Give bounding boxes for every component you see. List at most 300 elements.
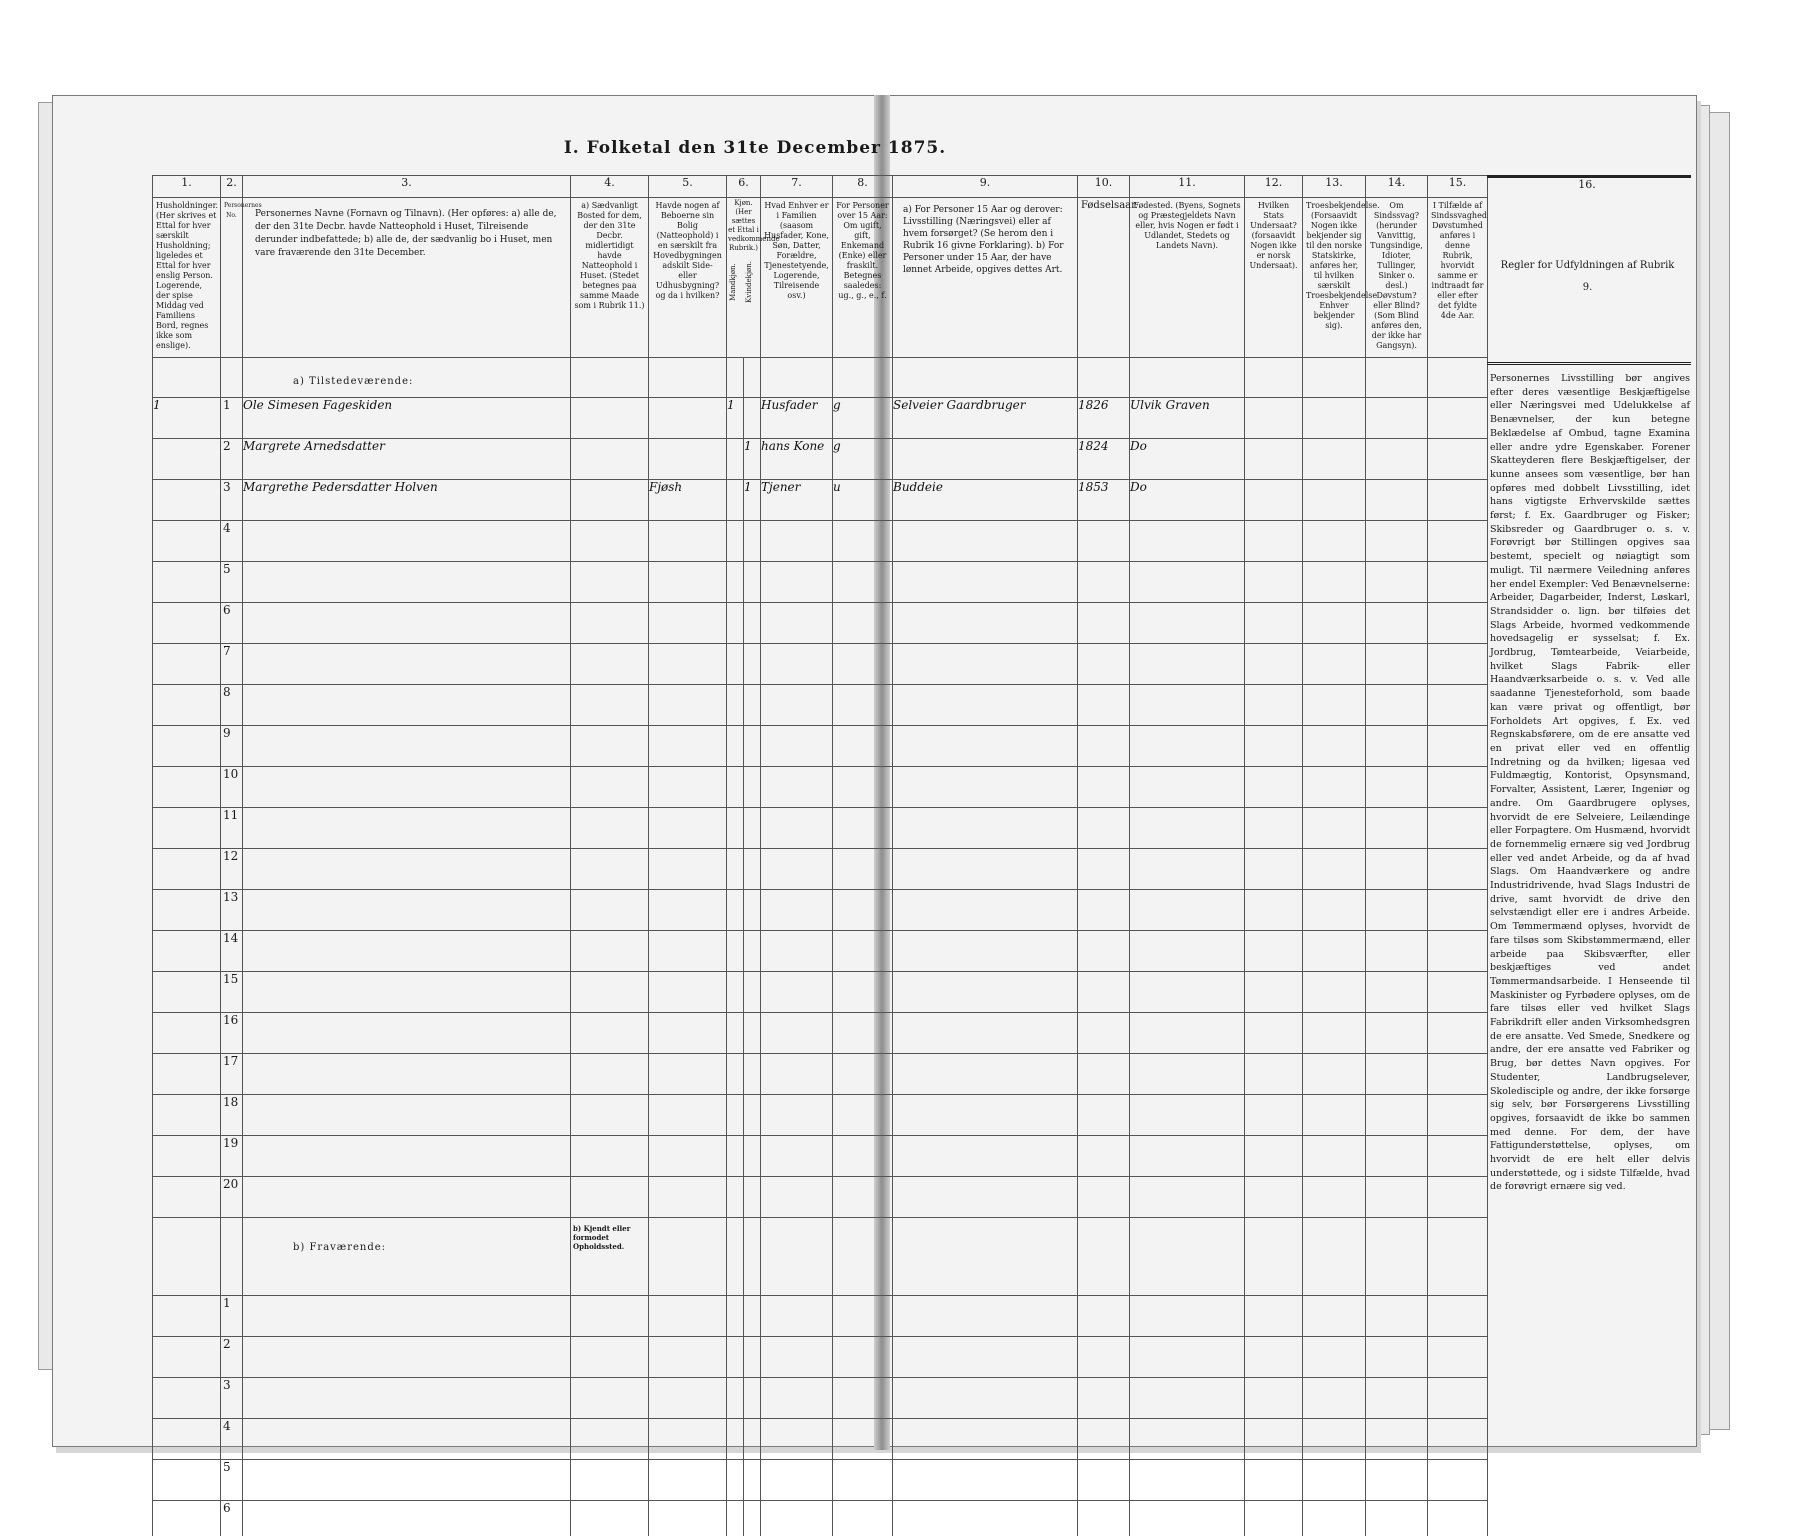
table-row xyxy=(893,644,1488,685)
birth-year-cell xyxy=(1078,521,1130,562)
col-num-14: 14. xyxy=(1366,176,1428,198)
table-row xyxy=(893,1337,1488,1378)
female-cell xyxy=(744,1378,761,1419)
birthplace-cell xyxy=(1130,685,1245,726)
usual-residence-cell xyxy=(571,685,649,726)
usual-residence-cell xyxy=(571,1177,649,1218)
disability-onset-cell xyxy=(1428,890,1488,931)
citizenship-cell xyxy=(1245,1419,1303,1460)
birthplace-cell xyxy=(1130,726,1245,767)
outbuilding-cell xyxy=(649,1177,727,1218)
outbuilding-cell xyxy=(649,726,727,767)
male-cell xyxy=(727,644,744,685)
col-num-6: 6. xyxy=(727,176,761,198)
person-name xyxy=(243,1378,571,1419)
person-name xyxy=(243,849,571,890)
marital-status-cell: g xyxy=(833,398,893,439)
col-header-11: Fødested. (Byens, Sognets og Præstegjeldets Navn eller, hvis Nogen er født i Udlandet, Stedets og Landets Navn). xyxy=(1130,198,1245,358)
birthplace-cell xyxy=(1130,890,1245,931)
table-row xyxy=(153,1378,893,1419)
row-number: 4 xyxy=(221,1419,243,1460)
citizenship-cell xyxy=(1245,931,1303,972)
birth-year-cell xyxy=(1078,726,1130,767)
usual-residence-cell xyxy=(571,767,649,808)
row-number: 14 xyxy=(221,931,243,972)
col-header-3: Personernes Navne (Fornavn og Tilnavn). (Her opføres: a) alle de, der den 31te Decbr. havde Natteophold i Huset, Tilreisende derunder indbefattede; b) alle de, der sædvanlig bo i Huset, men vare fraværende den 31te December. xyxy=(243,198,571,358)
citizenship-cell xyxy=(1245,1378,1303,1419)
occupation-cell xyxy=(893,1501,1078,1536)
birth-year-cell xyxy=(1078,685,1130,726)
household-cell xyxy=(153,1177,221,1218)
table-row xyxy=(153,1419,893,1460)
religion-cell xyxy=(1303,849,1366,890)
religion-cell xyxy=(1303,726,1366,767)
male-cell xyxy=(727,726,744,767)
row-number: 1 xyxy=(221,398,243,439)
birthplace-cell xyxy=(1130,562,1245,603)
disability-onset-cell xyxy=(1428,972,1488,1013)
female-cell xyxy=(744,1501,761,1536)
col-num-9: 9. xyxy=(893,176,1078,198)
male-cell xyxy=(727,972,744,1013)
table-row xyxy=(893,849,1488,890)
disability-onset-cell xyxy=(1428,1378,1488,1419)
table-row xyxy=(153,1501,893,1536)
table-row xyxy=(893,726,1488,767)
disability-cell xyxy=(1366,1460,1428,1501)
outbuilding-cell xyxy=(649,1136,727,1177)
religion-cell xyxy=(1303,1095,1366,1136)
person-name xyxy=(243,1501,571,1536)
col-header-1: Husholdninger. (Her skrives et Ettal for hver særskilt Husholdning; ligeledes et Ettal for hver enslig Person. Logerende, der spise Middag ved Familiens Bord, regnes ikke som enslige). xyxy=(153,198,221,358)
household-cell xyxy=(153,685,221,726)
citizenship-cell xyxy=(1245,1054,1303,1095)
birth-year-cell xyxy=(1078,1460,1130,1501)
col-num-7: 7. xyxy=(761,176,833,198)
religion-cell xyxy=(1303,521,1366,562)
marital-status-cell xyxy=(833,890,893,931)
family-relation-cell: Tjener xyxy=(761,480,833,521)
religion-cell xyxy=(1303,480,1366,521)
household-cell xyxy=(153,726,221,767)
table-row xyxy=(893,685,1488,726)
disability-onset-cell xyxy=(1428,1296,1488,1337)
marital-status-cell xyxy=(833,644,893,685)
birth-year-cell xyxy=(1078,1378,1130,1419)
birthplace-cell xyxy=(1130,808,1245,849)
col-header-13: Troesbekjendelse. (Forsaavidt Nogen ikke bekjender sig til den norske Statskirke, anføres her, til hvilken særskilt Troesbekjendelse Enhver bekjender sig). xyxy=(1303,198,1366,358)
household-cell xyxy=(153,1501,221,1536)
absent-rows-right xyxy=(893,1296,1488,1536)
birthplace-cell xyxy=(1130,1095,1245,1136)
male-cell xyxy=(727,1095,744,1136)
col16-header-rule xyxy=(1487,362,1691,365)
birthplace-cell xyxy=(1130,1501,1245,1536)
row-number: 17 xyxy=(221,1054,243,1095)
female-cell xyxy=(744,562,761,603)
birthplace-cell xyxy=(1130,603,1245,644)
outbuilding-cell xyxy=(649,808,727,849)
usual-residence-cell xyxy=(571,398,649,439)
female-cell xyxy=(744,890,761,931)
table-row xyxy=(893,603,1488,644)
household-cell xyxy=(153,1013,221,1054)
col-header-6 xyxy=(727,198,780,358)
birth-year-cell xyxy=(1078,603,1130,644)
birthplace-cell xyxy=(1130,1296,1245,1337)
religion-cell xyxy=(1303,1177,1366,1218)
usual-residence-cell xyxy=(571,726,649,767)
row-number: 10 xyxy=(221,767,243,808)
occupation-cell xyxy=(893,1136,1078,1177)
outbuilding-cell xyxy=(649,972,727,1013)
table-row xyxy=(153,1296,893,1337)
household-cell xyxy=(153,521,221,562)
outbuilding-cell xyxy=(649,1296,727,1337)
male-cell xyxy=(727,890,744,931)
table-row xyxy=(153,1177,893,1218)
family-relation-cell xyxy=(761,1054,833,1095)
col-header-9: a) For Personer 15 Aar og derover: Livsstilling (Næringsvei) eller af hvem forsørget? (Se herom den i Rubrik 16 givne Forklaring). b) For Personer under 15 Aar, der have lønnet Arbeide, opgives dettes Art. xyxy=(893,198,1078,358)
table-row xyxy=(153,1337,893,1378)
disability-cell xyxy=(1366,521,1428,562)
disability-onset-cell xyxy=(1428,726,1488,767)
male-cell xyxy=(727,1419,744,1460)
outbuilding-cell xyxy=(649,439,727,480)
family-relation-cell: Husfader xyxy=(761,398,833,439)
female-cell xyxy=(744,1054,761,1095)
male-cell xyxy=(727,685,744,726)
male-cell xyxy=(727,808,744,849)
birth-year-cell xyxy=(1078,1095,1130,1136)
present-rows-right xyxy=(893,398,1488,1218)
person-name xyxy=(243,726,571,767)
person-name xyxy=(243,521,571,562)
outbuilding-cell xyxy=(649,849,727,890)
col-num-8: 8. xyxy=(833,176,893,198)
table-row xyxy=(893,439,1488,480)
disability-cell xyxy=(1366,726,1428,767)
table-row xyxy=(153,767,893,808)
household-cell xyxy=(153,890,221,931)
religion-cell xyxy=(1303,972,1366,1013)
occupation-cell: Selveier Gaardbruger xyxy=(893,398,1078,439)
occupation-cell xyxy=(893,439,1078,480)
occupation-cell xyxy=(893,1177,1078,1218)
outbuilding-cell xyxy=(649,1460,727,1501)
birth-year-cell xyxy=(1078,1296,1130,1337)
marital-status-cell xyxy=(833,1460,893,1501)
household-cell xyxy=(153,1378,221,1419)
family-relation-cell xyxy=(761,1296,833,1337)
disability-cell xyxy=(1366,808,1428,849)
person-name xyxy=(243,1013,571,1054)
col-header-7: Hvad Enhver er i Familien (saasom Husfader, Kone, Søn, Datter, Forældre, Tjenestetyende, Logerende, Tilreisende osv.) xyxy=(761,198,833,358)
row-number: 5 xyxy=(221,1460,243,1501)
religion-cell xyxy=(1303,1296,1366,1337)
disability-onset-cell xyxy=(1428,1013,1488,1054)
marital-status-cell xyxy=(833,767,893,808)
female-cell xyxy=(744,849,761,890)
disability-cell xyxy=(1366,1296,1428,1337)
birth-year-cell xyxy=(1078,1419,1130,1460)
person-name xyxy=(243,767,571,808)
person-name xyxy=(243,972,571,1013)
religion-cell xyxy=(1303,1013,1366,1054)
col-header-10: Fødselsaar. xyxy=(1078,198,1130,358)
row-number: 4 xyxy=(221,521,243,562)
disability-onset-cell xyxy=(1428,767,1488,808)
birthplace-cell: Do xyxy=(1130,439,1245,480)
male-cell xyxy=(727,1501,744,1536)
col-header-14: Om Sindssvag? (herunder Vanvittig, Tungsindige, Idioter, Tullinger, Sinker o. desl.) Døvstum? eller Blind? (Som Blind anføres den, der ikke har Gangsyn). xyxy=(1366,198,1428,358)
row-number: 18 xyxy=(221,1095,243,1136)
family-relation-cell xyxy=(761,1136,833,1177)
family-relation-cell xyxy=(761,644,833,685)
religion-cell xyxy=(1303,398,1366,439)
outbuilding-cell xyxy=(649,562,727,603)
col-header-12: Hvilken Stats Undersaat? (forsaavidt Nogen ikke er norsk Undersaat). xyxy=(1245,198,1303,358)
disability-onset-cell xyxy=(1428,1337,1488,1378)
table-row xyxy=(153,972,893,1013)
disability-onset-cell xyxy=(1428,1136,1488,1177)
religion-cell xyxy=(1303,808,1366,849)
male-cell xyxy=(727,1054,744,1095)
household-cell xyxy=(153,480,221,521)
birth-year-cell xyxy=(1078,931,1130,972)
occupation-cell xyxy=(893,1460,1078,1501)
female-cell xyxy=(744,1095,761,1136)
occupation-cell: Buddeie xyxy=(893,480,1078,521)
birth-year-cell xyxy=(1078,972,1130,1013)
sex-male-label: Mandkjøn. xyxy=(729,263,737,301)
religion-cell xyxy=(1303,1054,1366,1095)
row-number: 6 xyxy=(221,603,243,644)
marital-status-cell xyxy=(833,1054,893,1095)
occupation-cell xyxy=(893,931,1078,972)
male-cell xyxy=(727,1013,744,1054)
birthplace-cell: Do xyxy=(1130,480,1245,521)
usual-residence-cell xyxy=(571,1136,649,1177)
outbuilding-cell xyxy=(649,1419,727,1460)
row-number: 9 xyxy=(221,726,243,767)
disability-cell xyxy=(1366,1013,1428,1054)
table-row xyxy=(153,1054,893,1095)
table-row xyxy=(893,398,1488,439)
male-cell xyxy=(727,767,744,808)
table-row xyxy=(153,1095,893,1136)
disability-cell xyxy=(1366,767,1428,808)
birthplace-cell xyxy=(1130,1419,1245,1460)
marital-status-cell xyxy=(833,1013,893,1054)
family-relation-cell xyxy=(761,1337,833,1378)
table-row xyxy=(893,1501,1488,1536)
row-number: 12 xyxy=(221,849,243,890)
marital-status-cell xyxy=(833,931,893,972)
birthplace-cell xyxy=(1130,767,1245,808)
occupation-cell xyxy=(893,808,1078,849)
female-cell xyxy=(744,644,761,685)
religion-cell xyxy=(1303,1337,1366,1378)
usual-residence-cell xyxy=(571,1054,649,1095)
citizenship-cell xyxy=(1245,1460,1303,1501)
absent-col4-note: b) Kjendt eller formodet Opholdssted. xyxy=(571,1218,649,1296)
usual-residence-cell xyxy=(571,644,649,685)
family-relation-cell xyxy=(761,767,833,808)
marital-status-cell xyxy=(833,1337,893,1378)
occupation-cell xyxy=(893,1013,1078,1054)
family-relation-cell xyxy=(761,890,833,931)
col-num-16: 16. xyxy=(1578,178,1596,191)
person-name xyxy=(243,1419,571,1460)
religion-cell xyxy=(1303,1501,1366,1536)
table-row xyxy=(893,1378,1488,1419)
col-header-6-text: Kjøn. (Her sættes et Ettal i vedkommende Rubrik.) xyxy=(728,199,780,252)
household-cell xyxy=(153,1136,221,1177)
family-relation-cell xyxy=(761,726,833,767)
religion-cell xyxy=(1303,1378,1366,1419)
table-row xyxy=(893,767,1488,808)
present-section-label: a) Tilstedeværende: xyxy=(243,358,571,398)
disability-cell xyxy=(1366,972,1428,1013)
outbuilding-cell xyxy=(649,1095,727,1136)
citizenship-cell xyxy=(1245,849,1303,890)
row-number: 7 xyxy=(221,644,243,685)
citizenship-cell xyxy=(1245,767,1303,808)
disability-cell xyxy=(1366,644,1428,685)
family-relation-cell xyxy=(761,1013,833,1054)
usual-residence-cell xyxy=(571,1013,649,1054)
column-number-row-right xyxy=(893,176,1488,198)
col-num-1: 1. xyxy=(153,176,221,198)
col16-top-rule xyxy=(1487,175,1691,178)
col-num-13: 13. xyxy=(1303,176,1366,198)
disability-onset-cell xyxy=(1428,1054,1488,1095)
citizenship-cell xyxy=(1245,1013,1303,1054)
marital-status-cell xyxy=(833,1136,893,1177)
person-name xyxy=(243,1177,571,1218)
birthplace-cell xyxy=(1130,1177,1245,1218)
col-num-12: 12. xyxy=(1245,176,1303,198)
disability-cell xyxy=(1366,1501,1428,1536)
household-cell xyxy=(153,1419,221,1460)
outbuilding-cell xyxy=(649,931,727,972)
table-row xyxy=(893,931,1488,972)
usual-residence-cell xyxy=(571,1378,649,1419)
person-name xyxy=(243,1337,571,1378)
outbuilding-cell xyxy=(649,1054,727,1095)
marital-status-cell xyxy=(833,603,893,644)
disability-onset-cell xyxy=(1428,1095,1488,1136)
table-row xyxy=(893,808,1488,849)
household-cell xyxy=(153,644,221,685)
col-num-10: 10. xyxy=(1078,176,1130,198)
column-number-row xyxy=(153,176,893,198)
female-cell xyxy=(744,685,761,726)
citizenship-cell xyxy=(1245,1177,1303,1218)
marital-status-cell xyxy=(833,808,893,849)
marital-status-cell: g xyxy=(833,439,893,480)
household-cell xyxy=(153,849,221,890)
household-cell xyxy=(153,767,221,808)
birthplace-cell xyxy=(1130,972,1245,1013)
usual-residence-cell xyxy=(571,849,649,890)
male-cell xyxy=(727,1177,744,1218)
birthplace-cell xyxy=(1130,1013,1245,1054)
family-relation-cell xyxy=(761,1501,833,1536)
family-relation-cell xyxy=(761,685,833,726)
household-cell xyxy=(153,1095,221,1136)
row-number: 5 xyxy=(221,562,243,603)
female-cell xyxy=(744,726,761,767)
household-cell xyxy=(153,439,221,480)
religion-cell xyxy=(1303,603,1366,644)
household-cell xyxy=(153,603,221,644)
disability-onset-cell xyxy=(1428,562,1488,603)
male-cell xyxy=(727,1337,744,1378)
outbuilding-cell xyxy=(649,767,727,808)
outbuilding-cell xyxy=(649,644,727,685)
disability-onset-cell xyxy=(1428,931,1488,972)
male-cell xyxy=(727,439,744,480)
female-cell: 1 xyxy=(744,439,761,480)
citizenship-cell xyxy=(1245,603,1303,644)
marital-status-cell xyxy=(833,1419,893,1460)
birth-year-cell xyxy=(1078,808,1130,849)
occupation-cell xyxy=(893,767,1078,808)
person-name xyxy=(243,1460,571,1501)
row-number: 15 xyxy=(221,972,243,1013)
table-row xyxy=(893,890,1488,931)
usual-residence-cell xyxy=(571,1419,649,1460)
citizenship-cell xyxy=(1245,726,1303,767)
birthplace-cell xyxy=(1130,849,1245,890)
disability-onset-cell xyxy=(1428,603,1488,644)
table-row xyxy=(153,562,893,603)
male-cell xyxy=(727,521,744,562)
birth-year-cell xyxy=(1078,1501,1130,1536)
absent-section-row xyxy=(153,1218,893,1296)
outbuilding-cell: Fjøsh xyxy=(649,480,727,521)
table-row xyxy=(153,931,893,972)
occupation-cell xyxy=(893,972,1078,1013)
usual-residence-cell xyxy=(571,1095,649,1136)
table-row xyxy=(153,1013,893,1054)
household-cell xyxy=(153,1337,221,1378)
left-page-table xyxy=(152,175,893,1536)
row-number: 3 xyxy=(221,480,243,521)
female-cell xyxy=(744,972,761,1013)
disability-cell xyxy=(1366,849,1428,890)
absent-section-label: b) Fraværende: xyxy=(243,1218,571,1296)
outbuilding-cell xyxy=(649,1337,727,1378)
birth-year-cell xyxy=(1078,562,1130,603)
table-row xyxy=(893,1419,1488,1460)
female-cell xyxy=(744,808,761,849)
usual-residence-cell xyxy=(571,562,649,603)
disability-onset-cell xyxy=(1428,480,1488,521)
row-number: 13 xyxy=(221,890,243,931)
female-cell xyxy=(744,1177,761,1218)
disability-cell xyxy=(1366,1095,1428,1136)
outbuilding-cell xyxy=(649,685,727,726)
birthplace-cell: Ulvik Graven xyxy=(1130,398,1245,439)
person-name xyxy=(243,1095,571,1136)
col-header-5: Havde nogen af Beboerne sin Bolig (Natteophold) i en særskilt fra Hovedbygningen adskilt Side- eller Udhusbygning? og da i hvilken? xyxy=(649,198,727,358)
family-relation-cell xyxy=(761,1095,833,1136)
table-row xyxy=(893,1054,1488,1095)
citizenship-cell xyxy=(1245,1296,1303,1337)
